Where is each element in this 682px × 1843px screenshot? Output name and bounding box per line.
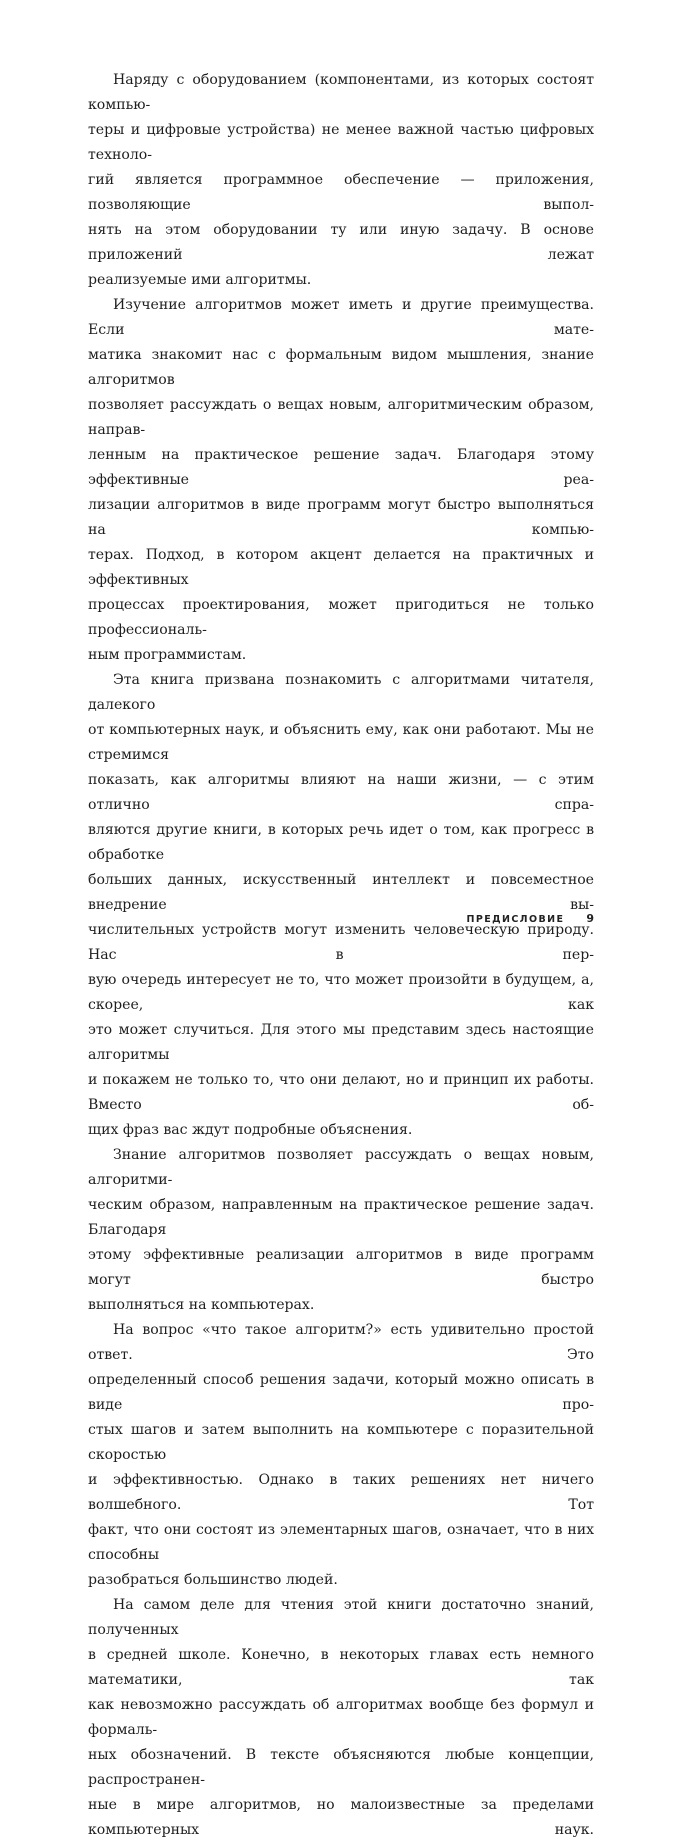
text-line: и покажем не только то, что они делают, но и принцип их работы. Вместо об- [88,1072,594,1113]
paragraph [88,68,594,293]
text-line: этому эффективные реализации алгоритмов в виде программ могут быстро [88,1247,594,1288]
text-line: от компьютерных наук, и объяснить ему, как они работают. Мы не стремимся [88,722,594,763]
text-line: ные в мире алгоритмов, но малоизвестные за пределами компьютерных наук. [88,1797,594,1838]
text-line: в средней школе. Конечно, в некоторых главах есть немного математики, так [88,1647,594,1688]
text-line: Изучение алгоритмов может иметь и другие преимущества. Если мате- [88,297,594,338]
paragraph [88,668,594,1143]
text-line: ленным на практическое решение задач. Благодаря этому эффективные реа- [88,447,594,488]
text-line: теры и цифровые устройства) не менее важной частью цифровых техноло- [88,122,594,163]
text-line: Наряду с оборудованием (компонентами, из которых состоят компью- [88,72,594,113]
text-line: факт, что они состоят из элементарных шагов, означает, что в них способны [88,1522,594,1563]
text-line: вую очередь интересует не то, что может произойти в будущем, а, скорее, как [88,972,594,1013]
text-line: На самом деле для чтения этой книги достаточно знаний, полученных [88,1597,594,1638]
paragraph [88,293,594,668]
text-line: ным программистам. [88,647,247,663]
text-line: вляются другие книги, в которых речь идет о том, как прогресс в обработке [88,822,594,863]
text-line: нять на этом оборудовании ту или иную задачу. В основе приложений лежат [88,222,594,263]
text-line: На вопрос «что такое алгоритм?» есть удивительно простой ответ. Это [88,1322,594,1363]
text-line: стых шагов и затем выполнить на компьютере с поразительной скоростью [88,1422,594,1463]
text-line: больших данных, искусственный интеллект и повсеместное внедрение вы- [88,872,594,913]
page-body [88,68,594,1843]
text-line: ческим образом, направленным на практическое решение задач. Благодаря [88,1197,594,1238]
text-line: показать, как алгоритмы влияют на наши жизни, — с этим отлично спра- [88,772,594,813]
text-line: гий является программное обеспечение — приложения, позволяющие выпол- [88,172,594,213]
text-line: Знание алгоритмов позволяет рассуждать о вещах новым, алгоритми- [88,1147,594,1188]
text-line: Эта книга призвана познакомить с алгоритмами читателя, далекого [88,672,594,713]
text-line: позволяет рассуждать о вещах новым, алгоритмическим образом, направ- [88,397,594,438]
text-line: как невозможно рассуждать об алгоритмах вообще без формул и формаль- [88,1697,594,1738]
text-line: выполняться на компьютерах. [88,1297,315,1313]
text-line: терах. Подход, в котором акцент делается на практичных и эффективных [88,547,594,588]
running-head: ПРЕДИСЛОВИЕ [466,914,565,925]
page-number: 9 [586,912,594,925]
text-line: процессах проектирования, может пригодиться не только профессиональ- [88,597,594,638]
text-line: определенный способ решения задачи, который можно описать в виде про- [88,1372,594,1413]
text-line: лизации алгоритмов в виде программ могут быстро выполняться на компью- [88,497,594,538]
page-footer [467,912,595,925]
text-line: матика знакомит нас с формальным видом мышления, знание алгоритмов [88,347,594,388]
paragraph [88,1593,594,1843]
text-line: разобраться большинство людей. [88,1572,338,1588]
text-line: числительных устройств могут изменить человеческую природу. Нас в пер- [88,922,594,963]
paragraph [88,1143,594,1318]
text-line: щих фраз вас ждут подробные объяснения. [88,1122,413,1138]
text-line: ных обозначений. В тексте объясняются любые концепции, распространен- [88,1747,594,1788]
text-line: и эффективностью. Однако в таких решениях нет ничего волшебного. Тот [88,1472,594,1513]
text-line: это может случиться. Для этого мы представим здесь настоящие алгоритмы [88,1022,594,1063]
text-line: реализуемые ими алгоритмы. [88,272,312,288]
paragraph [88,1318,594,1593]
